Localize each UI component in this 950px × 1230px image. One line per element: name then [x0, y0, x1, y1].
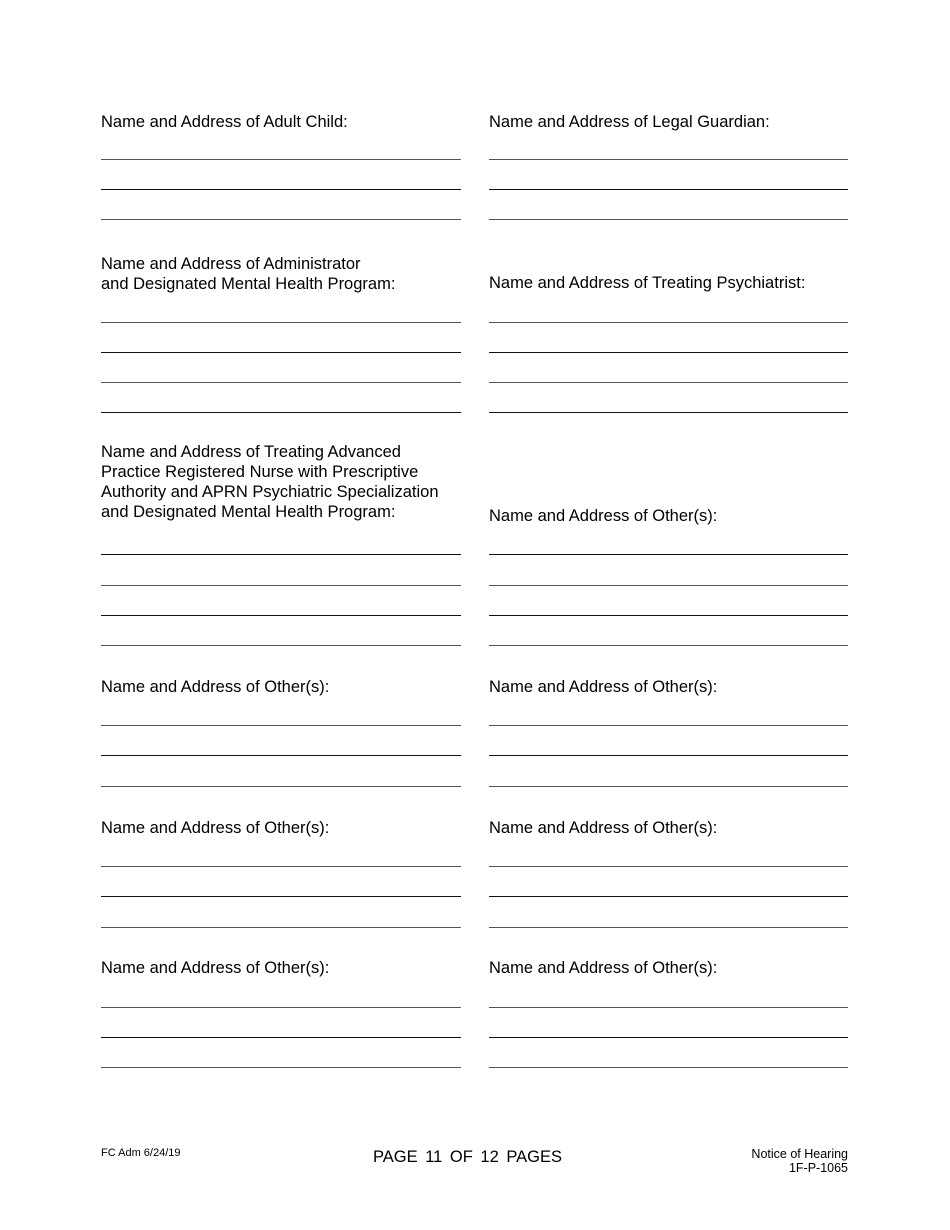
psychiatrist-line-1[interactable]	[489, 322, 848, 323]
document-title: Notice of Hearing	[751, 1147, 848, 1161]
psychiatrist-line-3[interactable]	[489, 382, 848, 383]
other-2-line-3[interactable]	[101, 786, 461, 787]
other-1-line-3[interactable]	[489, 615, 848, 616]
other-4-line-3[interactable]	[101, 927, 461, 928]
administrator-line-2[interactable]	[101, 352, 461, 353]
legal-guardian-line-2[interactable]	[489, 189, 848, 190]
aprn-line-1[interactable]	[101, 554, 461, 555]
other-3-line-2[interactable]	[489, 755, 848, 756]
label-treating-psychiatrist: Name and Address of Treating Psychiatrist:	[489, 274, 806, 292]
aprn-line-4[interactable]	[101, 645, 461, 646]
aprn-line-3[interactable]	[101, 615, 461, 616]
other-1-line-4[interactable]	[489, 645, 848, 646]
label-other-7: Name and Address of Other(s):	[489, 959, 718, 977]
label-adult-child: Name and Address of Adult Child:	[101, 113, 348, 131]
other-7-line-3[interactable]	[489, 1067, 848, 1068]
other-4-line-2[interactable]	[101, 896, 461, 897]
administrator-line-3[interactable]	[101, 382, 461, 383]
administrator-line-4[interactable]	[101, 412, 461, 413]
label-legal-guardian: Name and Address of Legal Guardian:	[489, 113, 770, 131]
other-5-line-3[interactable]	[489, 927, 848, 928]
legal-guardian-line-3[interactable]	[489, 219, 848, 220]
other-6-line-2[interactable]	[101, 1037, 461, 1038]
other-7-line-2[interactable]	[489, 1037, 848, 1038]
form-code: FC Adm 6/24/19	[101, 1147, 181, 1159]
page-number: PAGE 11 OF 12 PAGES	[373, 1148, 562, 1166]
other-6-line-1[interactable]	[101, 1007, 461, 1008]
other-5-line-1[interactable]	[489, 866, 848, 867]
aprn-line-2[interactable]	[101, 585, 461, 586]
other-1-line-2[interactable]	[489, 585, 848, 586]
other-5-line-2[interactable]	[489, 896, 848, 897]
adult-child-line-1[interactable]	[101, 159, 461, 160]
other-6-line-3[interactable]	[101, 1067, 461, 1068]
label-other-5: Name and Address of Other(s):	[489, 819, 718, 837]
adult-child-line-2[interactable]	[101, 189, 461, 190]
other-3-line-3[interactable]	[489, 786, 848, 787]
other-1-line-1[interactable]	[489, 554, 848, 555]
adult-child-line-3[interactable]	[101, 219, 461, 220]
label-aprn: Name and Address of Treating Advanced Practice Registered Nurse with Prescriptive Authority and APRN Psychiatric Specialization and Designated Mental Health Program:	[101, 443, 439, 521]
psychiatrist-line-4[interactable]	[489, 412, 848, 413]
other-2-line-1[interactable]	[101, 725, 461, 726]
label-administrator: Name and Address of Administrator and Designated Mental Health Program:	[101, 255, 396, 293]
psychiatrist-line-2[interactable]	[489, 352, 848, 353]
other-3-line-1[interactable]	[489, 725, 848, 726]
label-other-2: Name and Address of Other(s):	[101, 678, 330, 696]
legal-guardian-line-1[interactable]	[489, 159, 848, 160]
administrator-line-1[interactable]	[101, 322, 461, 323]
other-4-line-1[interactable]	[101, 866, 461, 867]
label-other-6: Name and Address of Other(s):	[101, 959, 330, 977]
label-other-3: Name and Address of Other(s):	[489, 678, 718, 696]
document-id	[751, 1147, 848, 1175]
other-2-line-2[interactable]	[101, 755, 461, 756]
other-7-line-1[interactable]	[489, 1007, 848, 1008]
label-other-4: Name and Address of Other(s):	[101, 819, 330, 837]
document-number: 1F-P-1065	[788, 1161, 848, 1175]
label-other-1: Name and Address of Other(s):	[489, 507, 718, 525]
